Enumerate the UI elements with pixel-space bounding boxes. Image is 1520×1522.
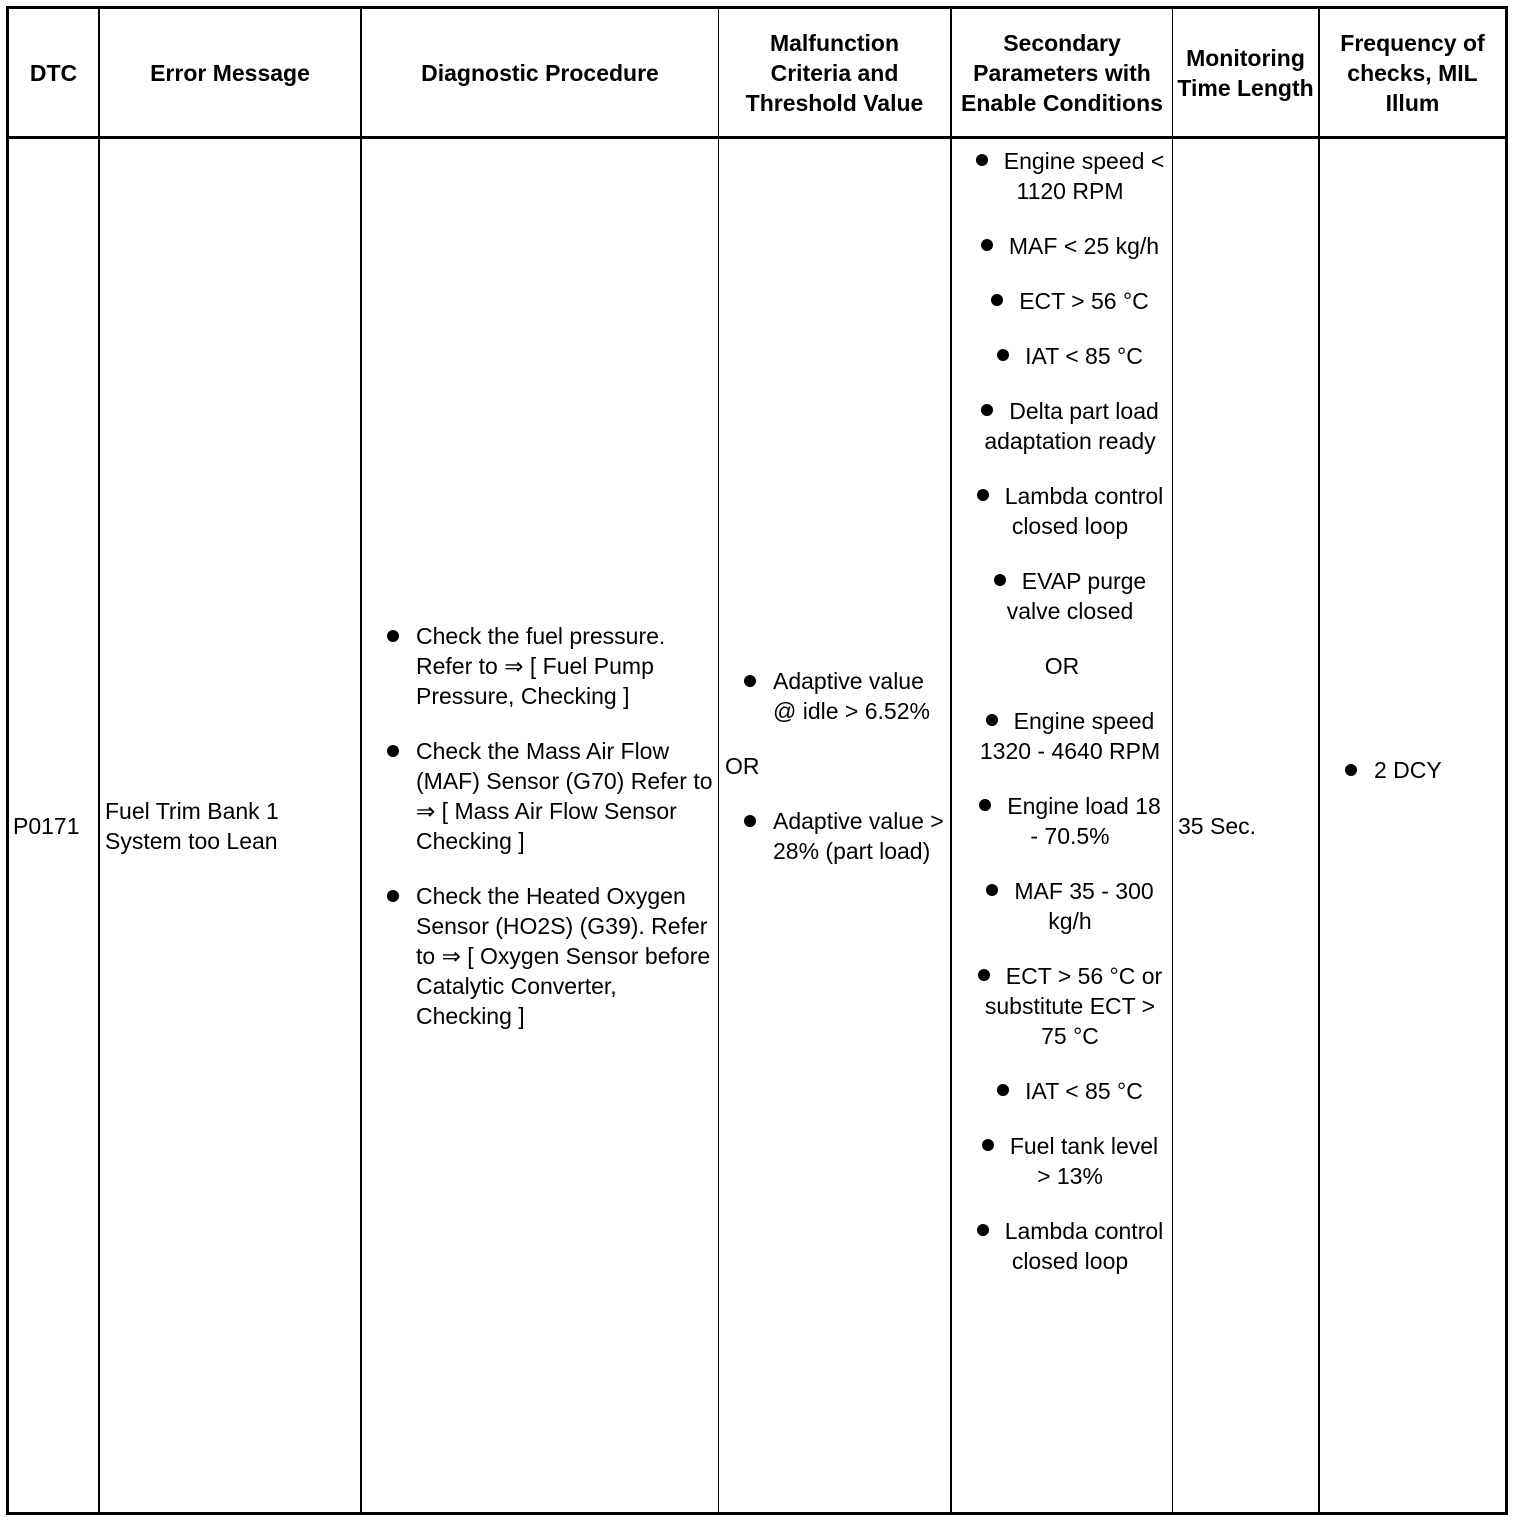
frequency-list xyxy=(1320,755,1442,785)
header-secondary-parameters: Secondary Parameters with Enable Conditions xyxy=(961,29,1163,116)
procedure-step: Check the Mass Air Flow (MAF) Sensor (G70) Refer to ⇒ [ Mass Air Flow Sensor Checking ] xyxy=(362,736,714,856)
secondary-parameters-cell xyxy=(952,146,1172,1301)
frequency-cell xyxy=(1320,83,1505,1456)
parameter-item: Engine speed 1320 - 4640 RPM xyxy=(979,708,1161,764)
bullet-icon xyxy=(997,1084,1009,1096)
parameter-item: Engine load 18 - 70.5% xyxy=(952,791,1172,851)
diagnostic-procedure-list xyxy=(362,621,714,1031)
criteria-item: Adaptive value @ idle > 6.52% xyxy=(719,666,946,726)
bullet-icon xyxy=(997,349,1009,361)
bullet-icon xyxy=(982,1139,994,1151)
parameter-item: ECT > 56 °C xyxy=(952,286,1172,316)
parameter-item: EVAP purge valve closed xyxy=(952,566,1172,626)
header-malfunction-criteria: Malfunction Criteria and Threshold Value xyxy=(745,29,924,116)
parameter-item: Lambda control closed loop xyxy=(952,481,1172,541)
secondary-parameters-list xyxy=(952,146,1172,1276)
bullet-icon xyxy=(977,1224,989,1236)
bullet-icon xyxy=(986,884,998,896)
bullet-icon xyxy=(978,969,990,981)
bullet-icon xyxy=(994,574,1006,586)
header-monitoring-time: Monitoring Time Length xyxy=(1177,44,1314,101)
criteria-item: Adaptive value > 28% (part load) xyxy=(719,806,946,866)
header-frequency: Frequency of checks, MIL Illum xyxy=(1340,29,1485,116)
parameter-item: Engine speed < 1120 RPM xyxy=(952,146,1172,206)
bullet-icon xyxy=(979,799,991,811)
parameter-item: Fuel tank level > 13% xyxy=(952,1131,1172,1191)
parameter-item: IAT < 85 °C xyxy=(952,341,1172,371)
bullet-icon xyxy=(981,239,993,251)
parameter-item: MAF 35 - 300 kg/h xyxy=(952,876,1172,936)
bullet-icon xyxy=(976,154,988,166)
malfunction-criteria-cell xyxy=(719,79,950,1452)
header-dtc: DTC xyxy=(29,59,78,86)
parameter-item: IAT < 85 °C xyxy=(952,1076,1172,1106)
malfunction-criteria-list xyxy=(719,666,946,866)
dtc-code: P0171 xyxy=(13,812,80,839)
monitoring-time: 35 Sec. xyxy=(1178,812,1256,839)
frequency-item: 2 DCY xyxy=(1320,755,1442,785)
header-diagnostic-procedure: Diagnostic Procedure xyxy=(421,59,659,86)
bullet-icon xyxy=(977,489,989,501)
error-message: Fuel Trim Bank 1 System too Lean xyxy=(105,797,279,854)
procedure-step: Check the Heated Oxygen Sensor (HO2S) (G39). Refer to ⇒ [ Oxygen Sensor before Catalytic Converter, Checking ] xyxy=(362,881,714,1031)
header-error-message: Error Message xyxy=(150,59,310,86)
parameter-item: MAF < 25 kg/h xyxy=(952,231,1172,261)
parameters-or: OR xyxy=(1044,653,1080,679)
bullet-icon xyxy=(991,294,1003,306)
criteria-or: OR xyxy=(725,752,760,779)
diagnostic-procedure-cell xyxy=(362,139,718,1512)
parameter-item: ECT > 56 °C or substitute ECT > 75 °C xyxy=(952,961,1172,1051)
procedure-step: Check the fuel pressure. Refer to ⇒ [ Fuel Pump Pressure, Checking ] xyxy=(362,621,714,711)
bullet-icon xyxy=(981,404,993,416)
parameter-item: Lambda control closed loop xyxy=(952,1216,1172,1276)
parameter-item: Delta part load adaptation ready xyxy=(952,396,1172,456)
bullet-icon xyxy=(986,714,998,726)
